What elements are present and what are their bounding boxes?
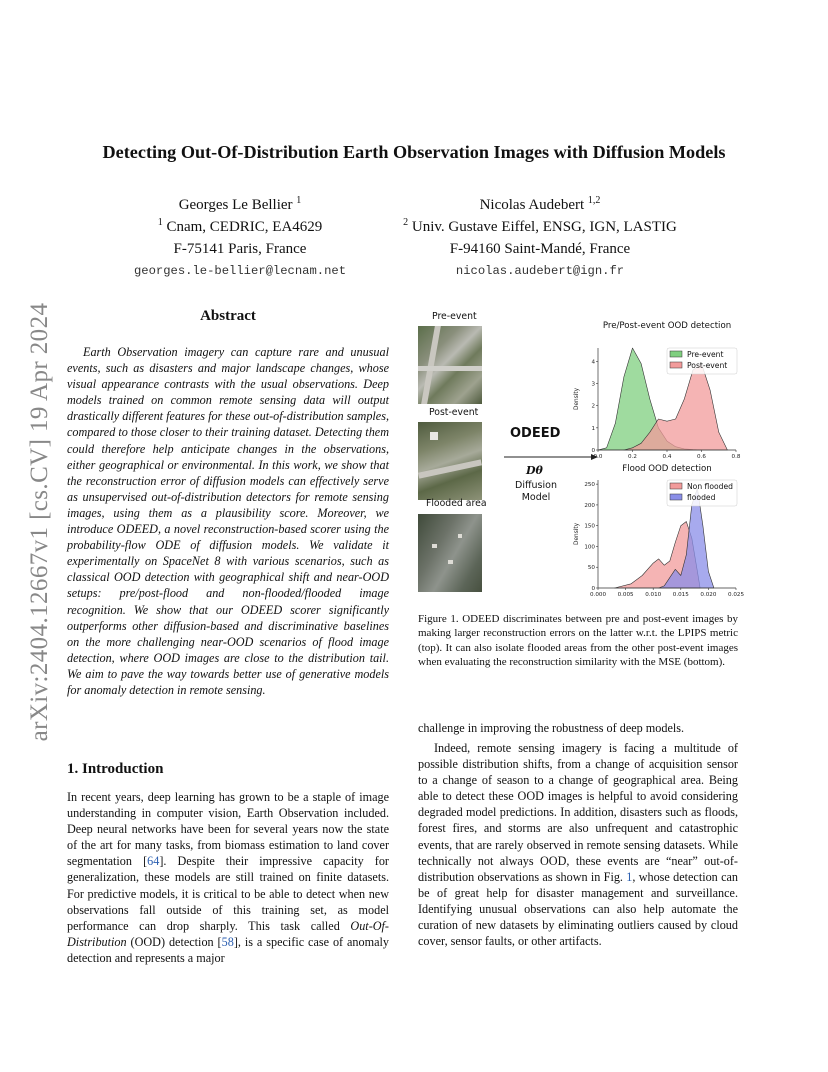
y-tick-label: 250	[584, 482, 595, 489]
legend-label: Non flooded	[687, 482, 733, 491]
x-tick-label: 0.015	[672, 592, 689, 598]
pre-event-image	[418, 326, 482, 404]
x-tick-label: 0.000	[589, 592, 607, 598]
text-run: (OOD) detection [	[126, 934, 222, 949]
x-tick-label: 0.005	[617, 592, 634, 598]
legend-swatch	[670, 494, 682, 500]
legend-label: flooded	[687, 493, 716, 502]
y-tick-label: 150	[584, 523, 595, 530]
y-tick-label: 1	[591, 425, 595, 432]
legend-label: Pre-event	[687, 350, 724, 359]
post-event-image	[418, 422, 482, 500]
aff-sup: 2	[403, 217, 409, 228]
abstract-text: Earth Observation imagery can capture rare and unusual events, such as disasters and major landscape changes, whose visual appearance contrasts with the usual observations. Deep models trained on common remote sensing data will output drastically different features for these out-of-distribution samples, compared to those closer to their training dataset. Detecting them could therefore help anticipate changes in the observations, either geographical or environmental. In this work, we show that the reconstruction error of diffusion models can effectively serve as unsupervised out-of-distribution detectors for remote sensing images, using them as a plausibility score. Moreover, we introduce ODEED, a novel reconstruction-based scorer using the probability-flow ODE of diffusion models. We validate it experimentally on SpaceNet 8 with various scenarios, such as classical OOD detection with geographical shift and near-OOD setups: pre/post-flood and non-flooded/flooded image recognition. We show that our ODEED scorer significantly outperforms other diffusion-based and discriminative baselines on the more challenging near-OOD scenarios of flood image detection, where OOD images are close to the distribution tail. We aim to pave the way towards better use of generative models for anomaly detection in remote sensing.	[67, 345, 389, 697]
author-sup: 1	[296, 195, 302, 206]
text-run: ], is a specific case of anomaly detection and represents a major	[67, 934, 389, 965]
flooded-area-image	[418, 514, 482, 592]
legend	[667, 480, 737, 506]
text-run: , whose detection can be of great help for disaster management and surveillance. Identifying unusual observations can also help automate the curation of new datasets by eliminating outliers caused by cloud cover, sensor faults, or other artifacts.	[418, 869, 738, 949]
x-tick-label: 0.2	[628, 454, 637, 460]
text-run: In recent years, deep learning has grown to be a staple of image understanding in computer vision, Earth Observation included. Deep neural networks have been for several years now the state of the art for many tasks, from biomass estimation to land cover segmentation [	[67, 790, 389, 869]
photo-label: Pre-event	[432, 311, 477, 322]
x-tick-label: 0.025	[727, 592, 745, 598]
text-run: Indeed, remote sensing imagery is facing a multitude of possible distribution shifts, from a change of acquisition sensor to a change of season to a change of geographical area. Being able to detect these OOD images is helpful to avoid considering degraded model predictions. In addition, disasters such as floods, forest fires, and storms are also unfrequent and catastrophic events, that are rarely observed in remote sensing datasets. While technically not always OOD, these events are “near” out-of-distribution observations as shown in Fig.	[418, 741, 738, 884]
author-name: Nicolas Audebert	[479, 197, 585, 213]
author-address: F-94160 Saint-Mandé, France	[449, 241, 631, 257]
aff-sup: 1	[157, 217, 163, 228]
x-tick-label: 0.4	[662, 454, 672, 460]
intro-paragraph-2	[418, 740, 738, 949]
model-symbol: Dθ	[526, 464, 543, 477]
figure-caption: Figure 1. ODEED discriminates between pre and post-event images by making larger reconstruction errors on the latter w.r.t. the LPIPS metric (top). It can also isolate flooded areas from the other post-event images when evaluating the reconstruction similarity with the MSE (bottom).	[418, 613, 738, 668]
paper-title: Detecting Out-Of-Distribution Earth Observation Images with Diffusion Models	[102, 142, 726, 162]
legend-swatch	[670, 362, 682, 368]
x-tick-label: 0.010	[645, 592, 662, 598]
author-block-2	[370, 194, 710, 282]
legend-label: Post-event	[687, 361, 728, 370]
author-name: Georges Le Bellier	[178, 197, 293, 213]
author-address: F-75141 Paris, France	[173, 241, 307, 257]
arxiv-id: arXiv:2404.12667v1 [cs.CV] 19 Apr 2024	[26, 302, 53, 742]
y-axis-label: Density	[574, 387, 580, 411]
x-tick-label: 0.020	[700, 592, 717, 598]
x-tick-label: 0.6	[697, 454, 706, 460]
y-tick-label: 2	[591, 403, 595, 410]
abstract-heading: Abstract	[200, 308, 256, 324]
y-tick-label: 4	[591, 359, 595, 366]
figure-1	[418, 308, 748, 598]
intro-paragraph-1	[67, 789, 389, 966]
chart-pre-post	[564, 316, 748, 464]
y-tick-label: 0	[591, 586, 595, 592]
emphasis: Out-Of-Distribution	[67, 918, 389, 949]
author-affiliation: Univ. Gustave Eiffel, ENSG, IGN, LASTIG	[411, 219, 677, 235]
author-sup: 1,2	[587, 195, 601, 206]
citation-link[interactable]: 64	[147, 854, 160, 869]
y-tick-label: 200	[584, 502, 595, 509]
y-axis-label: Density	[574, 522, 580, 546]
author-block-1	[120, 194, 360, 282]
figure-link[interactable]: 1	[626, 869, 633, 884]
legend-swatch	[670, 483, 682, 489]
text-run: ]. Despite their impressive capacity for generalization, these models are still trained on finite datasets. For predictive models, it is critical to be able to detect when new observations fall outside of this training set, as model performance can drop sharply. This task called	[67, 854, 389, 933]
arxiv-stamp	[20, 282, 60, 762]
chart-title: Flood OOD detection	[622, 464, 712, 474]
y-tick-label: 50	[587, 565, 595, 572]
y-tick-label: 3	[591, 381, 595, 388]
photo-label: Flooded area	[426, 498, 487, 509]
model-label-2: Model	[521, 492, 551, 503]
photo-label: Post-event	[429, 407, 479, 418]
x-tick-label: 0.8	[731, 454, 741, 460]
model-label-1: Diffusion	[515, 480, 557, 491]
author-affiliation: Cnam, CEDRIC, EA4629	[166, 219, 323, 235]
intro-heading: 1. Introduction	[67, 761, 164, 777]
intro-paragraph-cont: challenge in improving the robustness of deep models.	[418, 721, 685, 735]
citation-link[interactable]: 58	[221, 934, 234, 949]
chart-title: Pre/Post-event OOD detection	[602, 321, 732, 331]
x-tick-label: 0.0	[593, 454, 603, 460]
odeed-label: ODEED	[510, 426, 561, 441]
legend	[667, 348, 737, 374]
legend-swatch	[670, 351, 682, 357]
chart-flood	[564, 460, 748, 600]
y-tick-label: 0	[591, 448, 595, 454]
author-email[interactable]: nicolas.audebert@ign.fr	[455, 264, 625, 278]
y-tick-label: 100	[584, 544, 595, 551]
author-email[interactable]: georges.le-bellier@lecnam.net	[133, 264, 347, 278]
